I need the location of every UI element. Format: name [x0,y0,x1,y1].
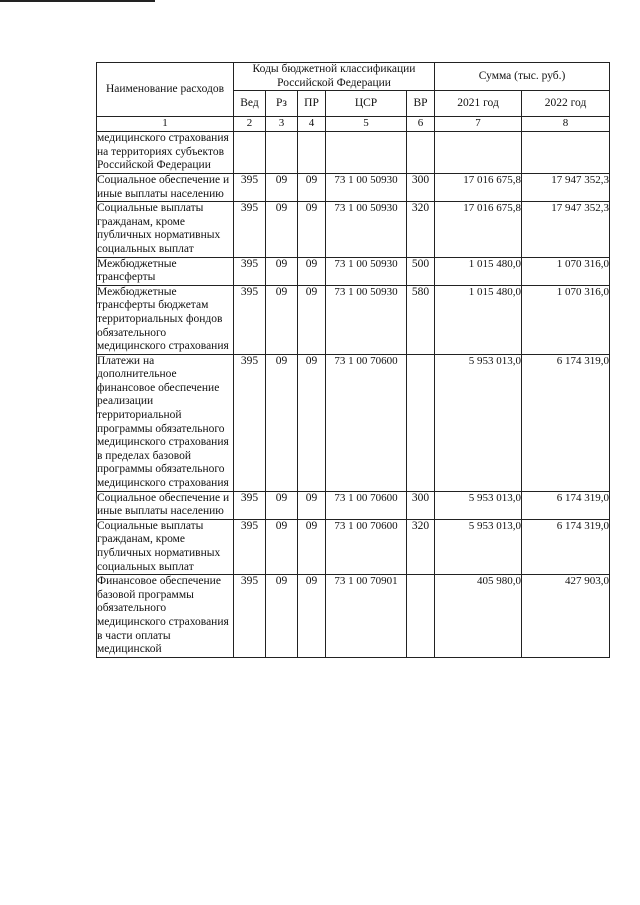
row-ved: 395 [234,575,266,658]
row-pr [298,132,326,174]
budget-table [96,62,610,658]
row-rz: 09 [266,491,298,519]
row-pr: 09 [298,257,326,285]
row-rz: 09 [266,575,298,658]
row-rz: 09 [266,173,298,201]
row-vr: 500 [407,257,435,285]
row-vr: 320 [407,519,435,574]
row-name: Социальное обеспечение и иные выплаты населению [97,491,234,519]
col-number: 5 [326,117,407,132]
header-codes-group: Коды бюджетной классификации Российской Федерации [234,63,435,91]
row-rz: 09 [266,519,298,574]
row-ved: 395 [234,257,266,285]
row-csr: 73 1 00 70901 [326,575,407,658]
header-csr: ЦСР [326,91,407,117]
table-row [97,173,610,201]
row-2021: 1 015 480,0 [435,257,522,285]
row-pr: 09 [298,173,326,201]
row-ved [234,132,266,174]
row-2022: 6 174 319,0 [522,491,610,519]
row-2021: 5 953 013,0 [435,519,522,574]
row-2022: 17 947 352,3 [522,173,610,201]
header-vr: ВР [407,91,435,117]
row-rz [266,132,298,174]
row-name: Социальные выплаты гражданам, кроме публичных нормативных социальных выплат [97,202,234,257]
row-2022: 6 174 319,0 [522,519,610,574]
row-vr [407,575,435,658]
row-2021: 5 953 013,0 [435,354,522,491]
col-number: 6 [407,117,435,132]
row-2022: 17 947 352,3 [522,202,610,257]
row-pr: 09 [298,519,326,574]
header-pr: ПР [298,91,326,117]
row-rz: 09 [266,354,298,491]
col-number: 3 [266,117,298,132]
row-csr: 73 1 00 50930 [326,202,407,257]
row-pr: 09 [298,575,326,658]
row-name: Финансовое обеспечение базовой программы обязательного медицинского страхования в части оплаты медицинской [97,575,234,658]
row-2021: 17 016 675,8 [435,202,522,257]
table-row [97,519,610,574]
row-ved: 395 [234,285,266,354]
row-pr: 09 [298,354,326,491]
header-2021: 2021 год [435,91,522,117]
header-ved: Вед [234,91,266,117]
row-name: Платежи на дополнительное финансовое обеспечение реализации территориальной программы обязательного медицинского страхования в пределах базовой программы обязательного медицинского страхования [97,354,234,491]
column-number-row [97,117,610,132]
row-rz: 09 [266,257,298,285]
row-name: Межбюджетные трансферты [97,257,234,285]
table-row [97,132,610,174]
row-2021: 5 953 013,0 [435,491,522,519]
row-vr [407,354,435,491]
row-csr: 73 1 00 50930 [326,257,407,285]
row-2022: 6 174 319,0 [522,354,610,491]
row-2022: 1 070 316,0 [522,257,610,285]
row-2021: 1 015 480,0 [435,285,522,354]
row-name: Социальное обеспечение и иные выплаты населению [97,173,234,201]
row-rz: 09 [266,285,298,354]
row-csr [326,132,407,174]
row-vr: 300 [407,173,435,201]
header-2022: 2022 год [522,91,610,117]
row-csr: 73 1 00 70600 [326,491,407,519]
row-csr: 73 1 00 50930 [326,173,407,201]
row-pr: 09 [298,285,326,354]
row-ved: 395 [234,173,266,201]
row-vr: 580 [407,285,435,354]
header-name-column: Наименование расходов [97,63,234,117]
row-2021 [435,132,522,174]
header-rz: Рз [266,91,298,117]
row-2022: 1 070 316,0 [522,285,610,354]
row-ved: 395 [234,519,266,574]
row-2022: 427 903,0 [522,575,610,658]
col-number: 8 [522,117,610,132]
row-vr [407,132,435,174]
row-pr: 09 [298,202,326,257]
col-number: 7 [435,117,522,132]
table-row [97,354,610,491]
row-rz: 09 [266,202,298,257]
row-csr: 73 1 00 50930 [326,285,407,354]
table-row [97,285,610,354]
row-name: медицинского страхования на территориях субъектов Российской Федерации [97,132,234,174]
row-2021: 17 016 675,8 [435,173,522,201]
top-rule-line [0,0,155,2]
row-vr: 320 [407,202,435,257]
row-vr: 300 [407,491,435,519]
row-ved: 395 [234,491,266,519]
header-sum-group: Сумма (тыс. руб.) [435,63,610,91]
row-csr: 73 1 00 70600 [326,519,407,574]
row-2021: 405 980,0 [435,575,522,658]
row-ved: 395 [234,354,266,491]
row-2022 [522,132,610,174]
row-ved: 395 [234,202,266,257]
col-number: 4 [298,117,326,132]
row-pr: 09 [298,491,326,519]
col-number: 1 [97,117,234,132]
row-csr: 73 1 00 70600 [326,354,407,491]
table-row [97,257,610,285]
row-name: Межбюджетные трансферты бюджетам территориальных фондов обязательного медицинского страхования [97,285,234,354]
table-row [97,491,610,519]
table-row [97,575,610,658]
row-name: Социальные выплаты гражданам, кроме публичных нормативных социальных выплат [97,519,234,574]
col-number: 2 [234,117,266,132]
table-row [97,202,610,257]
